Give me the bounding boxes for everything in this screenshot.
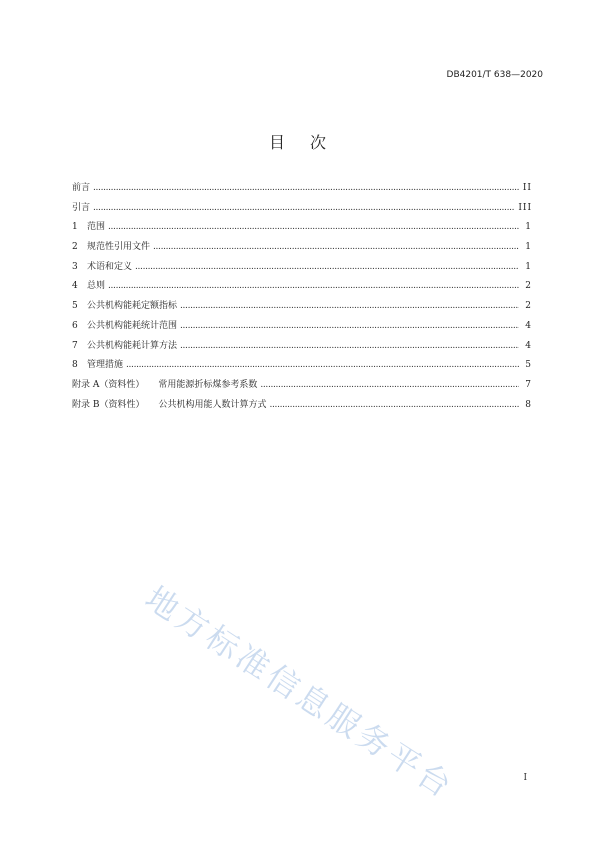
toc-entry-2[interactable] bbox=[72, 238, 532, 258]
toc-entry-number: 5 bbox=[72, 301, 78, 312]
toc-entry-6[interactable] bbox=[72, 317, 532, 337]
toc-leader-dots bbox=[108, 218, 519, 238]
toc-leader-dots bbox=[93, 199, 515, 219]
toc-entry-appendix-a[interactable] bbox=[72, 376, 532, 396]
toc-entry-page: 1 bbox=[525, 242, 532, 253]
toc-entry-label: 规范性引用文件 bbox=[87, 242, 151, 253]
toc-entry-page: 2 bbox=[525, 301, 532, 312]
appendix-tag: 附录 A（资料性） bbox=[72, 379, 145, 390]
table-of-contents bbox=[72, 179, 532, 415]
toc-leader-dots bbox=[270, 396, 520, 416]
toc-title: 目 次 bbox=[268, 133, 337, 152]
toc-entry-page: 1 bbox=[525, 222, 532, 233]
toc-entry-foreword[interactable] bbox=[72, 179, 532, 199]
toc-entry-label: 公共机构用能人数计算方式 bbox=[158, 399, 267, 410]
toc-entry-3[interactable] bbox=[72, 258, 532, 278]
toc-entry-label: 范围 bbox=[87, 222, 106, 233]
watermark: 地方标准信息服务平台 bbox=[138, 578, 462, 807]
toc-entry-label: 前言 bbox=[72, 183, 91, 193]
toc-entry-label: 公共机构能耗定额指标 bbox=[87, 301, 178, 312]
toc-entry-label: 管理措施 bbox=[87, 360, 124, 371]
toc-entry-label: 总则 bbox=[87, 281, 106, 292]
appendix-tag: 附录 B（资料性） bbox=[72, 399, 145, 410]
toc-entry-label: 术语和定义 bbox=[87, 261, 133, 272]
toc-entry-number: 3 bbox=[72, 261, 78, 272]
toc-entry-label: 公共机构能耗统计范围 bbox=[87, 320, 178, 331]
toc-leader-dots bbox=[180, 297, 519, 317]
toc-entry-introduction[interactable] bbox=[72, 199, 532, 219]
toc-entry-page: 7 bbox=[525, 379, 532, 390]
page-number: I bbox=[523, 773, 527, 783]
document-code: DB4201/T 638—2020 bbox=[446, 70, 543, 80]
toc-entry-page: 4 bbox=[525, 320, 532, 331]
toc-entry-number: 6 bbox=[72, 320, 78, 331]
toc-entry-label: 公共机构能耗计算方法 bbox=[87, 340, 178, 351]
toc-entry-page: III bbox=[518, 202, 532, 213]
toc-entry-number: 1 bbox=[72, 222, 78, 233]
toc-leader-dots bbox=[93, 179, 519, 199]
toc-leader-dots bbox=[135, 258, 519, 278]
toc-entry-5[interactable] bbox=[72, 297, 532, 317]
toc-entry-page: 1 bbox=[525, 261, 532, 272]
toc-leader-dots bbox=[126, 356, 519, 376]
toc-leader-dots bbox=[260, 376, 519, 396]
toc-entry-page: 2 bbox=[525, 281, 532, 292]
toc-entry-label: 常用能源折标煤参考系数 bbox=[158, 379, 258, 390]
toc-entry-appendix-b[interactable] bbox=[72, 396, 532, 416]
toc-entry-page: 8 bbox=[525, 399, 532, 410]
toc-entry-number: 7 bbox=[72, 340, 78, 351]
toc-entry-7[interactable] bbox=[72, 337, 532, 357]
toc-entry-number: 8 bbox=[72, 360, 78, 371]
toc-leader-dots bbox=[180, 337, 519, 357]
toc-entry-label: 引言 bbox=[72, 202, 91, 213]
toc-leader-dots bbox=[180, 317, 519, 337]
toc-entry-8[interactable] bbox=[72, 356, 532, 376]
toc-leader-dots bbox=[108, 277, 519, 297]
toc-leader-dots bbox=[153, 238, 519, 258]
toc-entry-page: II bbox=[522, 183, 532, 193]
toc-entry-page: 4 bbox=[525, 340, 532, 351]
toc-entry-page: 5 bbox=[525, 360, 532, 371]
toc-entry-1[interactable] bbox=[72, 218, 532, 238]
toc-entry-number: 4 bbox=[72, 281, 78, 292]
toc-entry-number: 2 bbox=[72, 242, 78, 253]
toc-entry-4[interactable] bbox=[72, 277, 532, 297]
